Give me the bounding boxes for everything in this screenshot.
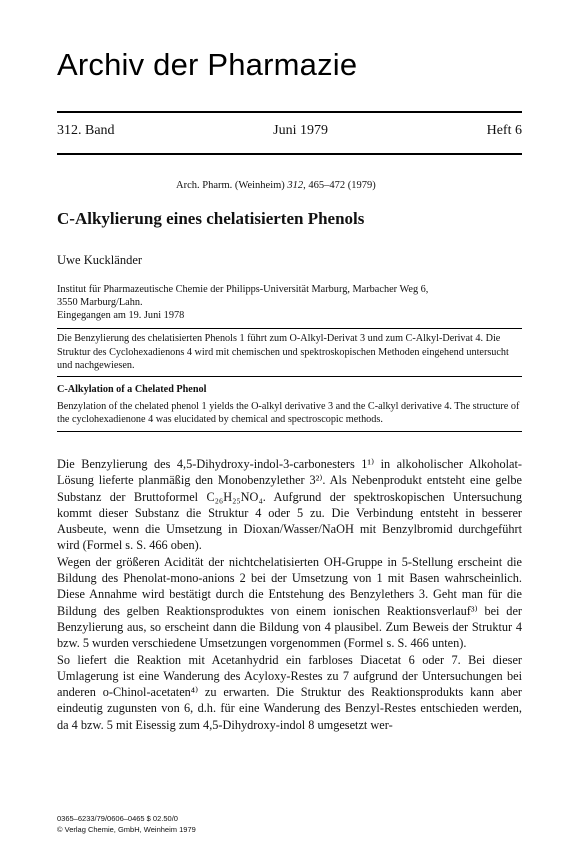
received-date: Eingegangen am 19. Juni 1978 (57, 310, 185, 321)
abstract-german: Die Benzylierung des chelatisierten Phenols 1 führt zum O-Alkyl-Derivat 3 und zum C-Alkyl-Derivat 4. Die Struktur des Cyclohexadienons 4 wird mit chemischen und spektroskopischen Methoden eingehend untersucht und nachgewiesen. (57, 333, 509, 371)
paragraph-1: Die Benzylierung des 4,5-Dihydroxy-indol-3-carbonesters 1¹⁾ in alkoholischer Alkoholat-Lösung lieferte planmäßig den Monobenzylether 3²⁾. Als Nebenprodukt entsteht eine gelbe Substanz der Bruttoformel C₂₆H₂₅NO₄. Aufgrund der spektroskopischen Untersuchung kommt dieser Substanz die Struktur 4 oder 5 zu. Die Verbindung entsteht in besserer Ausbeute, wenn die Umsetzung in Dioxan/Wasser/NaOH mit Benzylbromid durchgeführt wird (Formel s. S. 466 oben). (57, 457, 522, 553)
issue-info (57, 123, 522, 139)
paragraph-3: So liefert die Reaktion mit Acetanhydrid ein farbloses Diacetat 6 oder 7. Bei dieser Umlagerung ist eine Wanderung des Acyloxy-Restes zu 7 aufgrund der Untersuchungen bei anderen o-Chinol-acetaten⁴⁾ zu erwarten. Die Struktur des Reaktionsprodukts kann aber eindeutig zugunsten von 6, d.h. für eine Wanderung des Benzyl-Restes entschieden werden, da 4 bzw. 5 mit Eisessig zum 4,5-Dihydroxy-indol 8 umgesetzt wer- (57, 652, 522, 732)
author: Uwe Kuckländer (57, 253, 143, 267)
abstract-english (57, 383, 522, 427)
citation-volume: 312 (287, 180, 304, 191)
paragraph-2: Wegen der größeren Acidität der nichtchelatisierten OH-Gruppe in 5-Stellung erscheint die Bildung des Phenolat-mono-anions 2 bei der Umsetzung von 1 mit Basen wahrscheinlich. Diese Annahme wird bestätigt durch die Entstehung des Benzylethers 3. Geht man für die Bildung des gelben Reaktionsproduktes von einem ionischen Reaktionsverlauf³⁾ bei der Benzylierung aus, so erscheint dann die Bildung von 4 plausibel. Zum Beweis der Struktur 4 bzw. 5 wurden verschiedene Umsetzungen vorgenommen (Formel s. S. 466 unten). (57, 554, 522, 651)
journal-title: Archiv der Pharmazie (57, 47, 358, 82)
abstract-rule-middle (57, 376, 522, 377)
article-title: C-Alkylierung eines chelatisierten Phenols (57, 209, 365, 228)
citation: Arch. Pharm. (Weinheim) 312, 465–472 (1979) (176, 180, 376, 191)
affiliation-line-2: 3550 Marburg/Lahn. (57, 297, 143, 308)
affiliation (57, 283, 522, 322)
footer-code: 0365–6233/79/0606–0465 $ 02.50/0 (57, 814, 178, 823)
affiliation-line-1: Institut für Pharmazeutische Chemie der Philipps-Universität Marburg, Marbacher Weg 6, (57, 284, 429, 295)
footer (57, 813, 196, 835)
abstract-english-text: Benzylation of the chelated phenol 1 yields the O-alkyl derivative 3 and the C-alkyl derivative 4. The structure of the cyclohexadienone 4 was elucidated by chemical and spectroscopic methods. (57, 400, 520, 425)
body-text (57, 456, 522, 733)
issue-number: Heft 6 (486, 123, 522, 138)
issue-date: Juni 1979 (273, 123, 328, 138)
footer-copyright: © Verlag Chemie, GmbH, Weinheim 1979 (57, 825, 196, 834)
abstract-rule-top (57, 328, 522, 329)
abstract-english-title: C-Alkylation of a Chelated Phenol (57, 384, 207, 395)
abstract-rule-bottom (57, 431, 522, 432)
header-bottom-rule (57, 153, 522, 155)
volume-label: 312. Band (57, 123, 115, 138)
header-top-rule (57, 111, 522, 113)
